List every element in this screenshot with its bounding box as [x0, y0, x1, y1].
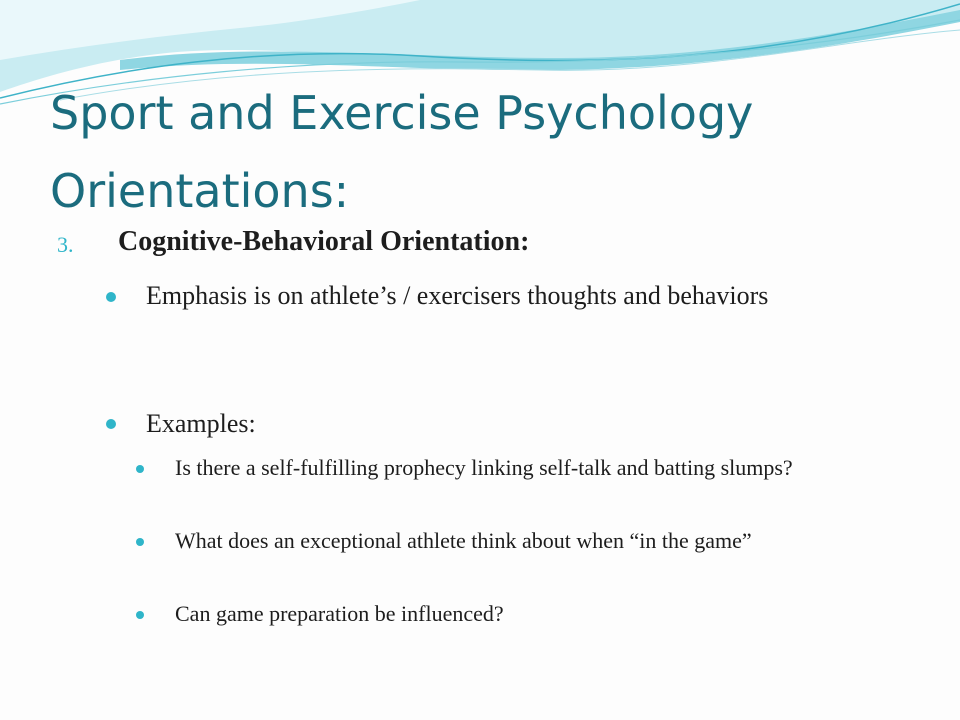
- bullet-text-examples: Examples:: [146, 409, 256, 438]
- bullet-icon: [106, 419, 116, 429]
- title-line-2: Orientations:: [50, 164, 350, 218]
- item-heading: Cognitive-Behavioral Orientation:: [118, 226, 530, 257]
- sub-bullet-icon: [136, 465, 144, 473]
- sub-bullet-icon: [136, 611, 144, 619]
- bullet-icon: [106, 292, 116, 302]
- title-line-1: Sport and Exercise Psychology: [50, 86, 754, 140]
- item-number: 3.: [57, 232, 74, 257]
- sub-bullet-text: Can game preparation be influenced?: [175, 601, 504, 626]
- slide-title: [50, 74, 930, 230]
- bullet-text-emphasis: Emphasis is on athlete’s / exercisers thoughts and behaviors: [146, 281, 769, 310]
- sub-bullet-icon: [136, 538, 144, 546]
- sub-bullet-text: What does an exceptional athlete think about when “in the game”: [175, 528, 752, 553]
- sub-bullet-text: Is there a self-fulfilling prophecy linking self-talk and batting slumps?: [175, 455, 793, 480]
